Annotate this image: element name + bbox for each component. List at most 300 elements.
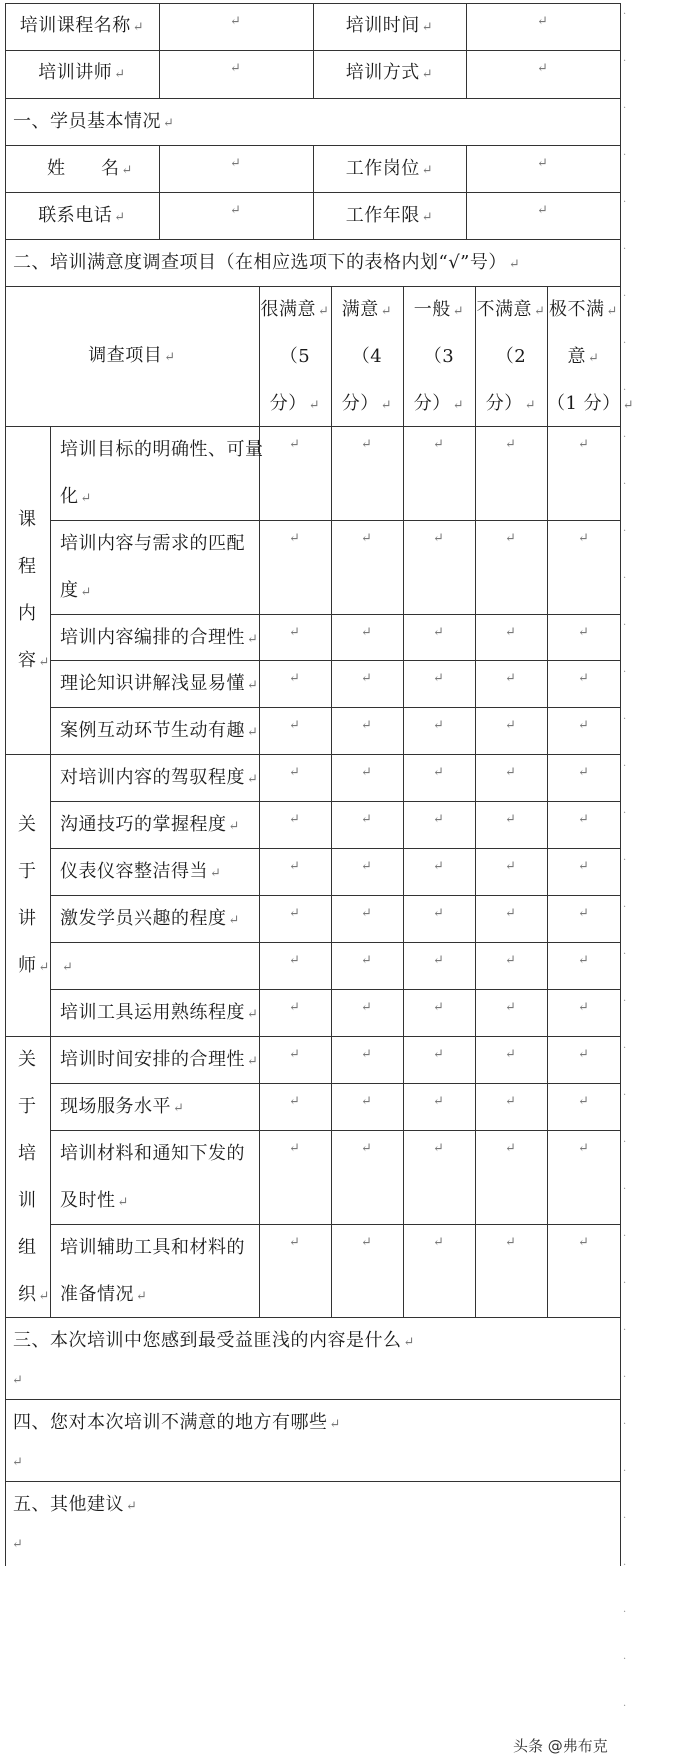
paragraph-mark: ↵ xyxy=(132,20,145,35)
paragraph-mark: ↵ xyxy=(289,625,300,640)
paragraph-mark: ↵ xyxy=(421,163,434,178)
paragraph-mark: ↵ xyxy=(361,906,372,921)
paragraph-mark: ↵ xyxy=(505,765,516,780)
paragraph-mark: ↵ xyxy=(361,859,372,874)
years-label-text: 工作年限 xyxy=(345,205,420,226)
survey-item-course-content-1-line-2 xyxy=(60,487,92,509)
margin-mark: · xyxy=(623,949,627,960)
survey-item-about-trainer-2-text: 沟通技巧的掌握程度 xyxy=(60,814,227,835)
section-4-title xyxy=(13,1413,341,1435)
paragraph-mark: ↵ xyxy=(230,14,241,29)
paragraph-mark: ↵ xyxy=(433,671,444,686)
paragraph-mark: ↵ xyxy=(62,960,74,975)
table-rule xyxy=(5,1317,621,1318)
survey-item-course-content-5 xyxy=(60,721,258,743)
margin-mark: · xyxy=(623,56,627,67)
phone-label-text: 联系电话 xyxy=(38,205,113,226)
survey-item-about-organization-4-line-2-text: 准备情况 xyxy=(60,1284,134,1305)
table-rule xyxy=(620,754,621,802)
table-rule xyxy=(5,754,6,1037)
group-label-char: 课 xyxy=(18,509,37,530)
rating-header-2-line-2 xyxy=(475,347,547,367)
margin-mark: · xyxy=(623,526,627,537)
group-label-char: 培 xyxy=(18,1143,37,1164)
paragraph-mark: ↵ xyxy=(361,671,372,686)
survey-item-about-trainer-6-text: 培训工具运用熟练程度 xyxy=(60,1002,245,1023)
survey-item-course-content-5-text: 案例互动环节生动有趣 xyxy=(60,720,245,741)
rating-header-4-line-1-text: 满意 xyxy=(341,299,379,320)
paragraph-mark: ↵ xyxy=(578,1047,589,1062)
paragraph-mark: ↵ xyxy=(38,655,50,670)
table-rule xyxy=(5,145,6,193)
table-rule xyxy=(5,1481,621,1482)
paragraph-mark: ↵ xyxy=(505,1047,516,1062)
table-rule xyxy=(50,426,51,755)
table-rule xyxy=(620,942,621,990)
paragraph-mark: ↵ xyxy=(524,398,537,413)
group-label-char: 训 xyxy=(18,1190,37,1211)
group-label-about-trainer-char xyxy=(18,956,50,978)
group-label-char: 关 xyxy=(18,814,37,835)
section-2-title xyxy=(13,253,520,275)
group-label-char: 织 xyxy=(18,1284,37,1305)
survey-item-course-content-2-line-1-text: 培训内容与需求的匹配 xyxy=(60,533,245,554)
paragraph-mark: ↵ xyxy=(578,1000,589,1015)
paragraph-mark: ↵ xyxy=(433,531,444,546)
paragraph-mark: ↵ xyxy=(361,625,372,640)
paragraph-mark: ↵ xyxy=(210,866,222,881)
survey-item-course-content-2-line-2 xyxy=(60,581,92,603)
paragraph-mark: ↵ xyxy=(247,1054,259,1069)
paragraph-mark: ↵ xyxy=(505,1141,516,1156)
margin-mark: · xyxy=(623,1466,627,1477)
paragraph-mark: ↵ xyxy=(537,156,548,171)
section-3-title xyxy=(13,1331,415,1353)
paragraph-mark: ↵ xyxy=(534,304,546,319)
table-rule xyxy=(620,1224,621,1318)
survey-item-course-content-1-line-1-text: 培训目标的明确性、可量 xyxy=(60,439,264,460)
paragraph-mark: ↵ xyxy=(230,203,241,218)
survey-item-about-organization-1-text: 培训时间安排的合理性 xyxy=(60,1049,245,1070)
rating-header-3-line-3 xyxy=(403,394,475,416)
paragraph-mark: ↵ xyxy=(578,1141,589,1156)
paragraph-mark: ↵ xyxy=(289,953,300,968)
paragraph-mark: ↵ xyxy=(433,812,444,827)
survey-item-about-organization-4-line-2 xyxy=(60,1285,147,1307)
group-label-char: 容 xyxy=(18,650,37,671)
table-rule xyxy=(620,50,621,99)
paragraph-mark: ↵ xyxy=(230,156,241,171)
rating-header-1-line-1 xyxy=(547,300,620,322)
margin-mark: · xyxy=(623,9,627,20)
group-label-char: 内 xyxy=(18,603,37,624)
paragraph-mark: ↵ xyxy=(452,304,465,319)
group-label-char: 程 xyxy=(18,556,37,577)
paragraph-mark: ↵ xyxy=(578,953,589,968)
table-rule xyxy=(620,239,621,287)
phone-label xyxy=(5,206,159,228)
margin-mark: · xyxy=(623,197,627,208)
margin-mark: · xyxy=(623,291,627,302)
paragraph-mark: ↵ xyxy=(421,210,434,225)
margin-mark: · xyxy=(623,1560,627,1571)
survey-item-about-organization-3-line-1-text: 培训材料和通知下发的 xyxy=(60,1143,245,1164)
paragraph-mark: ↵ xyxy=(361,1094,372,1109)
paragraph-mark: ↵ xyxy=(403,1335,415,1350)
paragraph-mark: ↵ xyxy=(505,671,516,686)
paragraph-mark: ↵ xyxy=(433,625,444,640)
paragraph-mark: ↵ xyxy=(578,437,589,452)
paragraph-mark: ↵ xyxy=(12,1455,23,1470)
rating-header-3-line-1-text: 一般 xyxy=(413,299,451,320)
rating-header-4-line-3-text: 分） xyxy=(341,393,379,414)
paragraph-mark: ↵ xyxy=(421,20,434,35)
paragraph-mark: ↵ xyxy=(173,1101,185,1116)
rating-header-3-line-3-text: 分） xyxy=(413,393,451,414)
rating-header-1-line-3 xyxy=(547,393,635,416)
rating-header-3-line-1 xyxy=(403,300,475,322)
survey-item-course-content-2-line-2-text: 度 xyxy=(60,580,79,601)
paragraph-mark: ↵ xyxy=(578,718,589,733)
paragraph-mark: ↵ xyxy=(247,678,259,693)
margin-mark: · xyxy=(623,1090,627,1101)
group-label-course-content-char xyxy=(18,604,37,624)
survey-item-about-trainer-2 xyxy=(60,815,240,837)
group-label-about-trainer-char xyxy=(18,815,37,835)
survey-item-course-content-1-line-2-text: 化 xyxy=(60,486,79,507)
group-label-course-content-char xyxy=(18,510,37,530)
rating-header-3-line-2-text: （3 xyxy=(423,346,455,367)
paragraph-mark: ↵ xyxy=(289,1141,300,1156)
item-column-header xyxy=(5,346,259,368)
group-label-char: 讲 xyxy=(18,908,37,929)
rating-header-2-line-1 xyxy=(475,300,547,322)
section-5-title-text: 五、其他建议 xyxy=(13,1494,124,1515)
name-label-first-text: 姓 xyxy=(47,158,66,179)
table-rule xyxy=(620,426,621,521)
paragraph-mark: ↵ xyxy=(230,61,241,76)
paragraph-mark: ↵ xyxy=(289,859,300,874)
rating-header-1-line-2 xyxy=(547,347,620,369)
paragraph-mark: ↵ xyxy=(163,116,175,131)
paragraph-mark: ↵ xyxy=(247,1007,259,1022)
table-rule xyxy=(620,614,621,661)
table-rule xyxy=(5,98,6,146)
survey-item-about-trainer-1 xyxy=(60,768,258,790)
group-label-about-trainer-char xyxy=(18,862,37,882)
table-rule xyxy=(620,660,621,708)
table-rule xyxy=(5,1036,6,1318)
paragraph-mark: ↵ xyxy=(606,304,618,319)
paragraph-mark: ↵ xyxy=(121,163,133,178)
paragraph-mark: ↵ xyxy=(318,304,330,319)
section-4-title-text: 四、您对本次培训不满意的地方有哪些 xyxy=(13,1412,328,1433)
table-rule xyxy=(620,145,621,193)
rating-header-3-line-2 xyxy=(403,347,475,367)
rating-header-2-line-3-text: 分） xyxy=(485,393,523,414)
rating-header-2-line-2-text: （2 xyxy=(495,346,527,367)
table-rule xyxy=(5,1399,621,1400)
paragraph-mark: ↵ xyxy=(505,953,516,968)
group-label-course-content-char xyxy=(18,557,37,577)
paragraph-mark: ↵ xyxy=(289,718,300,733)
margin-mark: · xyxy=(623,667,627,678)
group-label-about-organization-char xyxy=(18,1191,37,1211)
survey-item-course-content-4-text: 理论知识讲解浅显易懂 xyxy=(60,673,245,694)
paragraph-mark: ↵ xyxy=(588,351,600,366)
margin-mark: · xyxy=(623,1043,627,1054)
paragraph-mark: ↵ xyxy=(38,1289,50,1304)
paragraph-mark: ↵ xyxy=(578,625,589,640)
paragraph-mark: ↵ xyxy=(433,718,444,733)
paragraph-mark: ↵ xyxy=(289,1235,300,1250)
training-mode-label xyxy=(313,63,466,85)
group-label-char: 于 xyxy=(18,861,37,882)
survey-item-course-content-2-line-1 xyxy=(60,534,245,554)
survey-item-about-organization-3-line-2 xyxy=(60,1191,129,1213)
margin-mark: · xyxy=(623,1419,627,1430)
survey-item-about-organization-3-line-1 xyxy=(60,1144,245,1164)
paragraph-mark: ↵ xyxy=(289,812,300,827)
table-rule xyxy=(620,707,621,755)
paragraph-mark: ↵ xyxy=(289,531,300,546)
paragraph-mark: ↵ xyxy=(505,718,516,733)
paragraph-mark: ↵ xyxy=(505,1000,516,1015)
group-label-about-organization-char xyxy=(18,1050,37,1070)
paragraph-mark: ↵ xyxy=(578,812,589,827)
paragraph-mark: ↵ xyxy=(433,1000,444,1015)
paragraph-mark: ↵ xyxy=(505,859,516,874)
paragraph-mark: ↵ xyxy=(361,1141,372,1156)
section-4-answer-area[interactable] xyxy=(6,1437,620,1480)
paragraph-mark: ↵ xyxy=(126,1499,138,1514)
paragraph-mark: ↵ xyxy=(247,725,259,740)
paragraph-mark: ↵ xyxy=(505,1094,516,1109)
paragraph-mark: ↵ xyxy=(289,1047,300,1062)
margin-mark: · xyxy=(623,1231,627,1242)
rating-header-5-line-1-text: 很满意 xyxy=(260,299,317,320)
margin-mark: · xyxy=(623,338,627,349)
group-label-char: 师 xyxy=(18,955,37,976)
paragraph-mark: ↵ xyxy=(433,1141,444,1156)
paragraph-mark: ↵ xyxy=(578,531,589,546)
paragraph-mark: ↵ xyxy=(505,906,516,921)
paragraph-mark: ↵ xyxy=(289,906,300,921)
paragraph-mark: ↵ xyxy=(452,398,465,413)
table-rule xyxy=(620,848,621,896)
margin-mark: · xyxy=(623,385,627,396)
margin-mark: · xyxy=(623,1654,627,1665)
paragraph-mark: ↵ xyxy=(12,1373,23,1388)
survey-item-about-organization-4-line-1-text: 培训辅助工具和材料的 xyxy=(60,1237,245,1258)
training-time-label-text: 培训时间 xyxy=(345,15,420,36)
paragraph-mark: ↵ xyxy=(289,671,300,686)
survey-item-course-content-3 xyxy=(60,628,258,650)
paragraph-mark: ↵ xyxy=(12,1537,23,1552)
survey-item-about-trainer-3-text: 仪表仪容整洁得当 xyxy=(60,861,208,882)
margin-mark: · xyxy=(623,573,627,584)
table-rule xyxy=(620,1481,621,1566)
item-column-header-text: 调查项目 xyxy=(88,345,163,366)
paragraph-mark: ↵ xyxy=(433,765,444,780)
rating-header-5-line-3 xyxy=(259,394,331,416)
rating-header-5-line-1 xyxy=(259,300,331,322)
survey-item-about-trainer-3 xyxy=(60,862,221,884)
table-rule xyxy=(620,989,621,1037)
rating-header-1-line-2-text: 意 xyxy=(567,346,587,367)
paragraph-mark: ↵ xyxy=(136,1289,148,1304)
paragraph-mark: ↵ xyxy=(114,67,126,82)
paragraph-mark: ↵ xyxy=(508,257,521,272)
paragraph-mark: ↵ xyxy=(433,859,444,874)
section-3-answer-area[interactable] xyxy=(6,1355,620,1398)
survey-item-about-organization-1 xyxy=(60,1050,258,1072)
paragraph-mark: ↵ xyxy=(622,398,635,413)
margin-mark: · xyxy=(623,902,627,913)
survey-item-about-organization-2 xyxy=(60,1097,184,1119)
paragraph-mark: ↵ xyxy=(433,953,444,968)
survey-item-about-organization-3-line-2-text: 及时性 xyxy=(60,1190,116,1211)
paragraph-mark: ↵ xyxy=(361,1235,372,1250)
paragraph-mark: ↵ xyxy=(117,1195,129,1210)
paragraph-mark: ↵ xyxy=(505,437,516,452)
margin-mark: · xyxy=(623,1513,627,1524)
margin-mark: · xyxy=(623,479,627,490)
paragraph-mark: ↵ xyxy=(361,812,372,827)
table-rule xyxy=(620,1130,621,1225)
rating-header-4-line-2 xyxy=(331,347,403,367)
table-rule xyxy=(620,520,621,615)
paragraph-mark: ↵ xyxy=(361,1047,372,1062)
table-rule xyxy=(620,98,621,146)
survey-item-about-trainer-4 xyxy=(60,909,240,931)
section-5-title xyxy=(13,1495,137,1517)
table-rule xyxy=(620,1399,621,1482)
margin-mark: · xyxy=(623,1137,627,1148)
margin-mark: · xyxy=(623,714,627,725)
paragraph-mark: ↵ xyxy=(329,1417,341,1432)
name-label-first xyxy=(47,159,66,179)
table-rule xyxy=(50,1036,51,1318)
margin-mark: · xyxy=(623,103,627,114)
position-label xyxy=(313,159,466,181)
paragraph-mark: ↵ xyxy=(578,906,589,921)
survey-item-course-content-1-line-1 xyxy=(60,440,264,460)
table-rule xyxy=(620,1036,621,1084)
paragraph-mark: ↵ xyxy=(164,350,176,365)
paragraph-mark: ↵ xyxy=(289,1000,300,1015)
paragraph-mark: ↵ xyxy=(578,859,589,874)
survey-item-about-organization-4-line-1 xyxy=(60,1238,245,1258)
watermark: 头条 @弗布克 xyxy=(513,1737,608,1755)
training-time-label xyxy=(313,16,466,38)
group-label-char: 关 xyxy=(18,1049,37,1070)
trainer-label xyxy=(5,63,159,85)
margin-mark: · xyxy=(623,1701,627,1712)
group-label-about-organization-char xyxy=(18,1238,37,1258)
paragraph-mark: ↵ xyxy=(247,632,259,647)
paragraph-mark: ↵ xyxy=(114,210,126,225)
paragraph-mark: ↵ xyxy=(380,398,393,413)
group-label-about-organization-char xyxy=(18,1285,50,1307)
table-rule xyxy=(620,1317,621,1400)
paragraph-mark: ↵ xyxy=(421,67,434,82)
rating-header-1-line-3-text: （1 分） xyxy=(547,393,621,414)
margin-mark: · xyxy=(623,244,627,255)
margin-mark: · xyxy=(623,1372,627,1383)
margin-mark: · xyxy=(623,808,627,819)
margin-mark: · xyxy=(623,150,627,161)
table-rule xyxy=(620,895,621,943)
rating-header-5-line-3-text: 分） xyxy=(269,393,307,414)
margin-mark: · xyxy=(623,1184,627,1195)
section-2-title-text: 二、培训满意度调查项目（在相应选项下的表格内划“√”号） xyxy=(13,252,507,273)
table-rule xyxy=(5,239,6,287)
section-1-title-text: 一、学员基本情况 xyxy=(13,111,161,132)
paragraph-mark: ↵ xyxy=(289,1094,300,1109)
rating-header-1-line-1-text: 极不满 xyxy=(549,299,605,320)
paragraph-mark: ↵ xyxy=(505,1235,516,1250)
survey-item-course-content-4 xyxy=(60,674,258,696)
paragraph-mark: ↵ xyxy=(247,772,259,787)
name-label-second-text: 名 xyxy=(101,158,120,179)
survey-item-about-trainer-4-text: 激发学员兴趣的程度 xyxy=(60,908,227,929)
paragraph-mark: ↵ xyxy=(289,765,300,780)
group-label-about-trainer-char xyxy=(18,909,37,929)
position-label-text: 工作岗位 xyxy=(345,158,420,179)
paragraph-mark: ↵ xyxy=(80,491,92,506)
paragraph-mark: ↵ xyxy=(505,812,516,827)
group-label-char: 于 xyxy=(18,1096,37,1117)
rating-header-2-line-1-text: 不满意 xyxy=(476,299,533,320)
paragraph-mark: ↵ xyxy=(361,718,372,733)
course-name-label xyxy=(5,16,159,38)
table-rule xyxy=(620,1083,621,1131)
paragraph-mark: ↵ xyxy=(308,398,321,413)
paragraph-mark: ↵ xyxy=(578,1235,589,1250)
survey-item-course-content-3-text: 培训内容编排的合理性 xyxy=(60,627,245,648)
rating-header-4-line-2-text: （4 xyxy=(351,346,383,367)
paragraph-mark: ↵ xyxy=(361,1000,372,1015)
section-3-title-text: 三、本次培训中您感到最受益匪浅的内容是什么 xyxy=(13,1330,402,1351)
survey-item-about-trainer-1-text: 对培训内容的驾驭程度 xyxy=(60,767,245,788)
table-rule xyxy=(5,426,6,755)
paragraph-mark: ↵ xyxy=(228,819,240,834)
margin-mark: · xyxy=(623,1278,627,1289)
rating-header-2-line-3 xyxy=(475,394,547,416)
paragraph-mark: ↵ xyxy=(578,1094,589,1109)
survey-item-about-organization-2-text: 现场服务水平 xyxy=(60,1096,171,1117)
paragraph-mark: ↵ xyxy=(433,1047,444,1062)
paragraph-mark: ↵ xyxy=(433,1094,444,1109)
paragraph-mark: ↵ xyxy=(433,906,444,921)
margin-mark: · xyxy=(623,996,627,1007)
margin-mark: · xyxy=(623,432,627,443)
paragraph-mark: ↵ xyxy=(380,304,393,319)
table-rule xyxy=(620,801,621,849)
paragraph-mark: ↵ xyxy=(361,437,372,452)
margin-mark: · xyxy=(623,620,627,631)
paragraph-mark: ↵ xyxy=(537,14,548,29)
years-label xyxy=(313,206,466,228)
section-5-answer-area[interactable] xyxy=(6,1519,620,1562)
margin-mark: · xyxy=(623,1325,627,1336)
paragraph-mark: ↵ xyxy=(361,531,372,546)
margin-mark: · xyxy=(623,1607,627,1618)
paragraph-mark: ↵ xyxy=(38,960,50,975)
trainer-label-text: 培训讲师 xyxy=(38,62,113,83)
name-label-second xyxy=(101,159,133,181)
